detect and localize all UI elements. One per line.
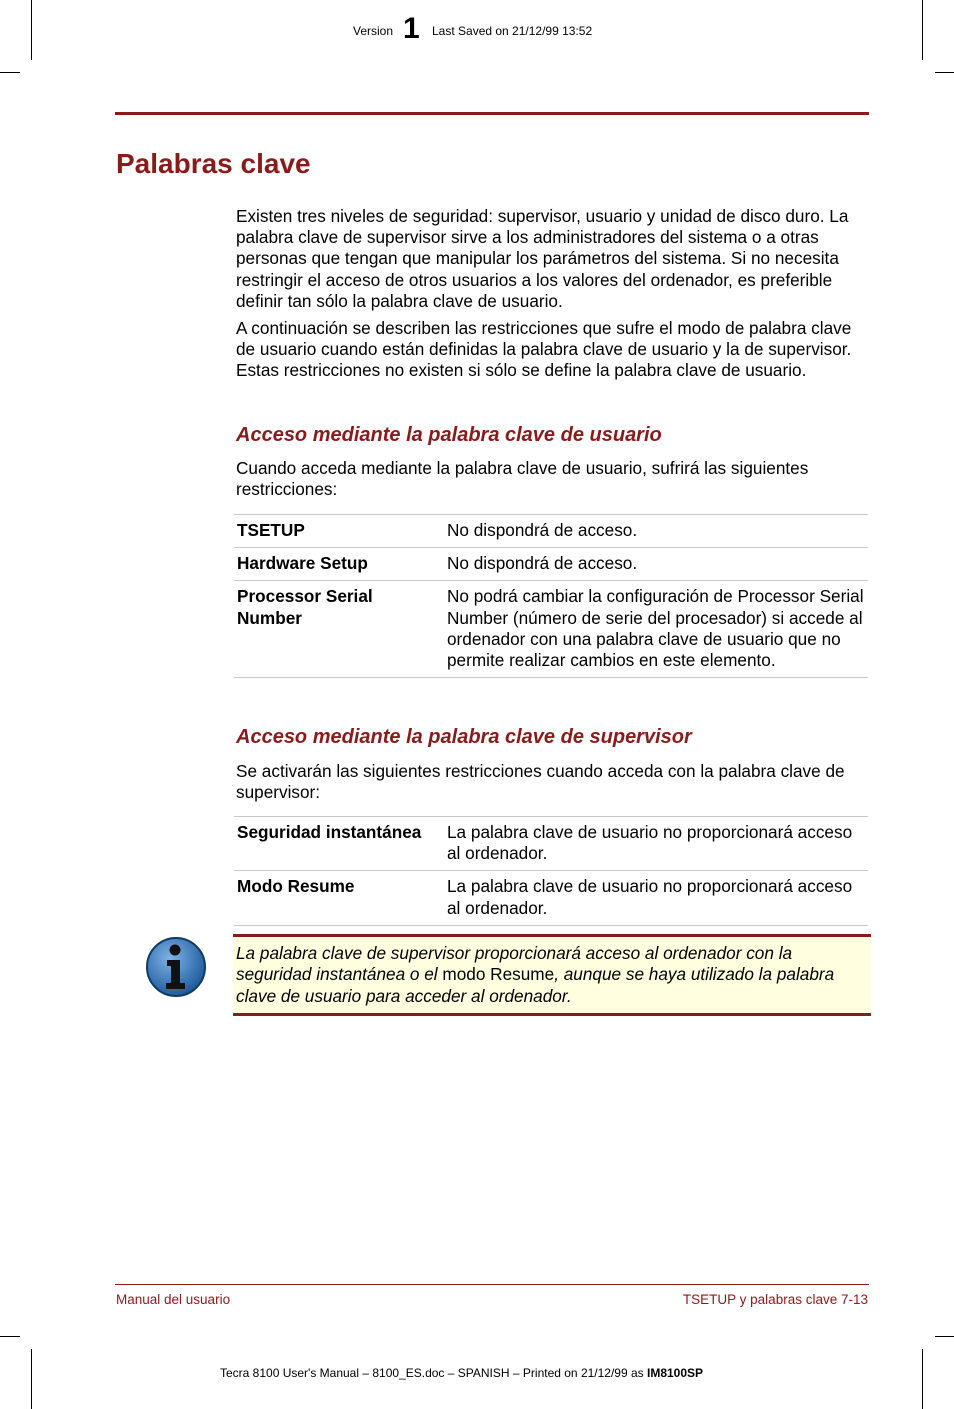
note-text	[236, 943, 866, 1007]
crop-mark	[935, 1336, 954, 1337]
footer-left: Manual del usuario	[116, 1292, 231, 1307]
table-row	[234, 581, 868, 678]
description: No dispondrá de acceso.	[444, 515, 868, 548]
term: TSETUP	[234, 515, 444, 548]
print-info: Tecra 8100 User's Manual – 8100_ES.doc – SPANISH – Printed on 21/12/99 as	[220, 1366, 647, 1380]
section-intro-user: Cuando acceda mediante la palabra clave de usuario, sufrirá las siguientes restricciones:	[236, 458, 809, 500]
section-heading-user: Acceso mediante la palabra clave de usuario	[236, 424, 662, 446]
footer-rule	[115, 1284, 869, 1285]
crop-mark	[922, 1349, 923, 1409]
version-label: Version	[353, 24, 394, 38]
note-text-mode-resume: modo Resume	[442, 964, 555, 985]
print-code: IM8100SP	[647, 1366, 704, 1380]
table-row	[234, 871, 868, 925]
supervisor-restrictions-table	[234, 816, 868, 926]
table-row	[234, 817, 868, 871]
section-heading-supervisor: Acceso mediante la palabra clave de supervisor	[236, 726, 692, 748]
term: Modo Resume	[234, 871, 444, 925]
description: La palabra clave de usuario no proporcionará acceso al ordenador.	[444, 871, 868, 925]
footer-right: TSETUP y palabras clave 7-13	[682, 1292, 868, 1307]
term: Processor Serial Number	[234, 581, 444, 678]
term: Seguridad instantánea	[234, 817, 444, 871]
print-line	[220, 1366, 703, 1380]
crop-mark	[0, 72, 20, 73]
user-restrictions-table	[234, 514, 868, 678]
crop-mark	[0, 1336, 20, 1337]
note-text-part: , aunque se haya utilizado la palabra clave de usuario para acceder al ordenador.	[236, 964, 835, 1006]
crop-mark	[31, 0, 32, 60]
table-row	[234, 548, 868, 581]
version-number: 1	[403, 12, 420, 45]
note-box	[233, 934, 871, 1016]
note-text-part: La palabra clave de supervisor proporcionará acceso al ordenador con la seguridad instantánea o el	[236, 943, 793, 985]
intro-paragraph-2: A continuación se describen las restricciones que sufre el modo de palabra clave de usuario cuando están definidas la palabra clave de usuario y la de supervisor. Estas restricciones no existen si sólo se define la palabra clave de usuario.	[236, 318, 852, 381]
crop-mark	[31, 1349, 32, 1409]
crop-mark	[935, 72, 954, 73]
crop-mark	[922, 0, 923, 60]
description: No dispondrá de acceso.	[444, 548, 868, 581]
page-title: Palabras clave	[116, 148, 311, 179]
top-rule	[115, 112, 869, 115]
info-icon	[145, 936, 207, 998]
section-intro-supervisor: Se activarán las siguientes restricciones cuando acceda con la palabra clave de supervisor:	[236, 761, 845, 803]
intro-paragraph: Existen tres niveles de seguridad: supervisor, usuario y unidad de disco duro. La palabra clave de supervisor sirve a los administradores del sistema o a otras personas que tengan que manipular los parámetros del sistema. Si no necesita restringir el acceso de otros usuarios a los valores del ordenador, es preferible definir tan sólo la palabra clave de usuario.	[236, 206, 849, 311]
description: La palabra clave de usuario no proporcionará acceso al ordenador.	[444, 817, 868, 871]
description: No podrá cambiar la configuración de Processor Serial Number (número de serie del procesador) si accede al ordenador con una palabra clave de usuario que no permite realizar cambios en este elemento.	[444, 581, 868, 678]
table-row	[234, 515, 868, 548]
term: Hardware Setup	[234, 548, 444, 581]
last-saved: Last Saved on 21/12/99 13:52	[432, 24, 593, 38]
